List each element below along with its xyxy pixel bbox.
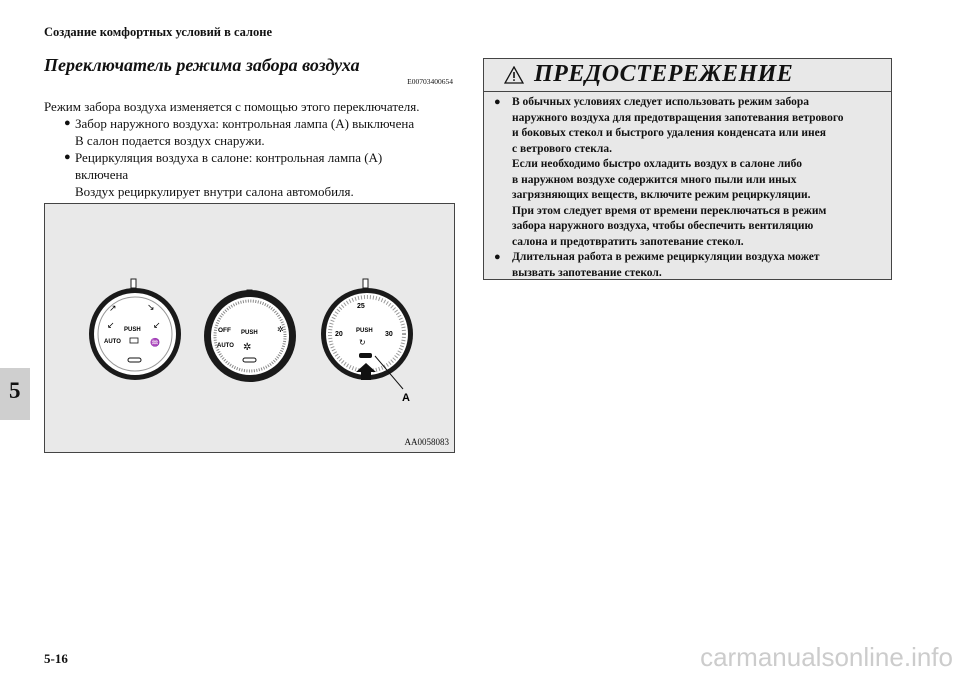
section-body [44, 98, 462, 200]
vent-bilevel-icon: ↘ [147, 302, 155, 312]
knob2-off: OFF [218, 327, 231, 334]
temp-low: 20 [335, 331, 343, 338]
warning-line: забора наружного воздуха, чтобы обеспечить вентиляцию [512, 220, 814, 232]
item-line: Воздух рециркулирует внутри салона автомобиля. [75, 184, 354, 199]
watermark: carmanualsonline.info [700, 642, 953, 672]
chapter-tab [0, 368, 30, 420]
recirculation-icon: ↻ [359, 338, 366, 347]
list-item [494, 95, 886, 250]
item-line: В салон подается воздух снаружи. [75, 133, 265, 148]
climate-control-figure [44, 203, 455, 453]
bullet-icon: ● [64, 151, 71, 163]
warning-header [484, 59, 891, 92]
warning-line: с ветрового стекла. [512, 142, 612, 155]
knob3-push: PUSH [356, 328, 373, 334]
warning-line: Длительная работа в режиме рециркуляции воздуха может [512, 251, 820, 263]
vent-foot-icon: ↙ [107, 320, 115, 330]
defrost-icon: ♒ [150, 338, 160, 347]
control-panel-illustration [45, 204, 454, 452]
temperature-knob [321, 279, 413, 404]
item-line: Забор наружного воздуха: контрольная лампа (А) выключена [75, 116, 415, 131]
running-header: Создание комфортных условий в салоне [44, 25, 273, 39]
warning-line: в наружном воздухе содержится много пыли или иных [512, 173, 797, 186]
warning-line: вызвать запотевание стекол. [512, 266, 662, 279]
warning-line: При этом следует время от времени переключаться в режим [512, 204, 827, 217]
item-line: включена [75, 167, 129, 182]
fan-icon: ✲ [243, 342, 252, 353]
list-item [494, 250, 886, 281]
intro-paragraph: Режим забора воздуха изменяется с помощью этого переключателя. [44, 99, 420, 114]
bullet-icon: ● [494, 251, 501, 263]
fan-high-icon: ✲ [277, 325, 284, 334]
indicator-lamp-a [359, 353, 372, 358]
knob2-push: PUSH [241, 330, 258, 336]
temp-mid: 25 [357, 303, 365, 310]
warning-line: В обычных условиях следует использовать режим забора [512, 96, 810, 108]
vent-foot-defrost-icon: ↙ [153, 320, 161, 330]
figure-id: AA0058083 [404, 437, 449, 447]
fan-speed-knob [204, 290, 296, 382]
list-item [44, 149, 462, 200]
callout-a: A [402, 392, 410, 404]
list-item [44, 115, 462, 149]
warning-triangle-icon [504, 66, 524, 84]
section-title: Переключатель режима забора воздуха [44, 55, 360, 75]
knob1-auto: AUTO [104, 339, 121, 345]
warning-title: ПРЕДОСТЕРЕЖЕНИЕ [534, 61, 794, 87]
vent-face-icon: ↗ [109, 303, 117, 313]
bullet-icon: ● [64, 117, 71, 129]
chapter-number: 5 [9, 378, 21, 403]
warning-line: и боковых стекол и быстрого удаления конденсата или инея [512, 127, 826, 139]
knob1-push: PUSH [124, 327, 141, 333]
mode-knob [89, 279, 181, 380]
section-code: E00703400654 [407, 77, 453, 86]
warning-line: наружного воздуха для предотвращения запотевания ветрового [512, 111, 844, 124]
temp-high: 30 [385, 331, 393, 338]
knob2-auto: AUTO [217, 343, 234, 349]
page-number: 5-16 [44, 651, 68, 666]
warning-line: салона и предотвратить запотевание стекол. [512, 235, 744, 248]
warning-body [494, 95, 886, 281]
bullet-icon: ● [494, 96, 501, 108]
warning-line: Если необходимо быстро охладить воздух в салоне либо [512, 158, 803, 170]
item-line: Рециркуляция воздуха в салоне: контрольная лампа (А) [75, 150, 383, 165]
warning-line: загрязняющих веществ, включите режим рециркуляции. [512, 189, 811, 201]
warning-box [483, 58, 892, 280]
